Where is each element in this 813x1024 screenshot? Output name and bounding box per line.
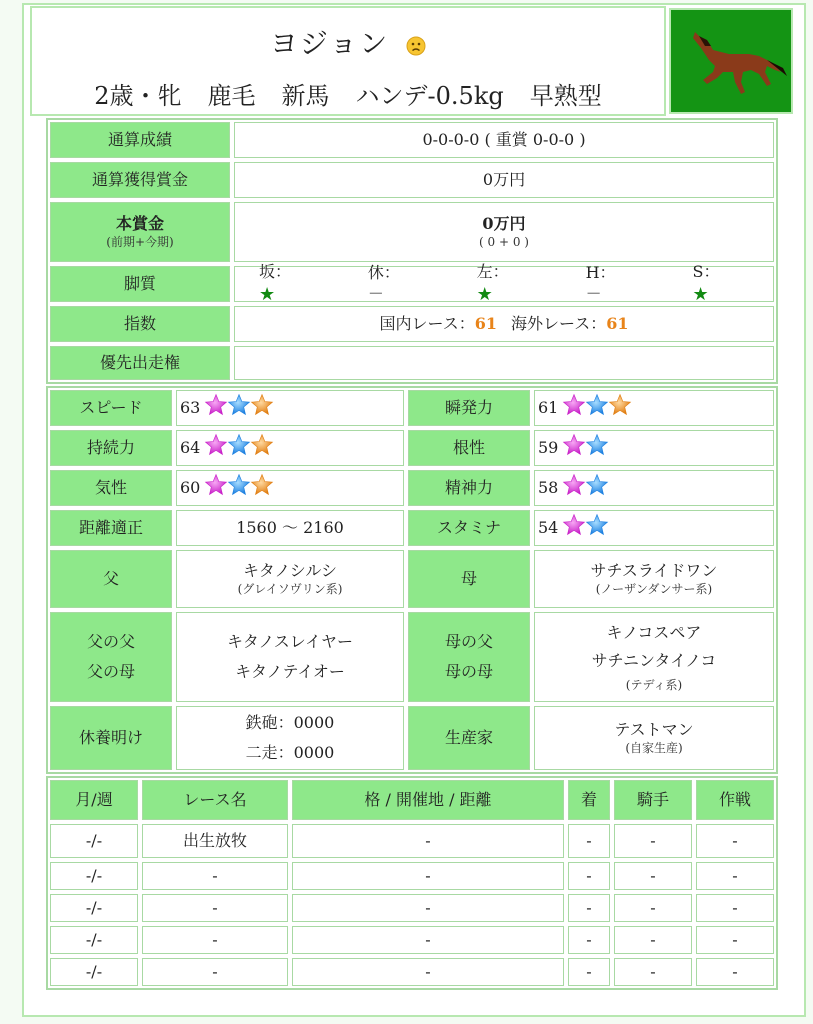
race-cell-jockey: -	[614, 862, 692, 890]
pink-star-icon	[562, 473, 585, 503]
dam-sire-line: (テディ系)	[625, 677, 683, 692]
stat-value: 63	[180, 397, 201, 417]
dam-name: サチスライドワン	[590, 560, 718, 580]
race-cell-race-name: -	[142, 958, 288, 986]
leg-h-mark: －	[585, 284, 602, 303]
stat-value: 58	[538, 477, 559, 497]
race-cell-finish: -	[568, 862, 610, 890]
dam-dam-label: 母の母	[444, 662, 493, 681]
stat-value-cell	[176, 430, 404, 466]
stamina-label: スタミナ	[408, 510, 530, 546]
dam-dam-name: サチニンタイノコ	[591, 650, 717, 670]
race-cell-strategy: -	[696, 926, 774, 954]
horse-info-line	[32, 76, 664, 111]
stat-value: 61	[538, 397, 559, 417]
leg-rest-mark: －	[367, 284, 384, 303]
race-cell-grade-venue-distance: -	[292, 862, 564, 890]
leg-slope-star-icon: ★	[259, 283, 276, 305]
priority-label: 優先出走権	[50, 346, 230, 380]
race-cell-jockey: -	[614, 926, 692, 954]
main-prize-label-cell	[50, 202, 230, 262]
horse-image	[669, 8, 793, 114]
race-cell-jockey: -	[614, 894, 692, 922]
handicap: ハンデ-0.5kg	[355, 82, 504, 110]
race-cell-strategy: -	[696, 894, 774, 922]
race-cell-race-name: -	[142, 862, 288, 890]
leg-rest-label: 休：	[367, 263, 400, 283]
running-horse-icon	[671, 10, 791, 112]
column-header-grade-venue-distance: 格 / 開催地 / 距離	[292, 780, 564, 820]
column-header-race-name: レース名	[142, 780, 288, 820]
dam-sire-label: 母の父	[444, 631, 493, 651]
stat-label: 瞬発力	[408, 390, 530, 426]
main-prize-breakdown: ( 0 + 0 )	[479, 234, 529, 249]
column-header-month-week: 月/週	[50, 780, 138, 820]
index-domestic-label: 国内レース：	[379, 313, 475, 333]
race-cell-race-name: -	[142, 894, 288, 922]
dam-label: 母	[408, 550, 530, 608]
race-cell-strategy: -	[696, 824, 774, 858]
stat-value-cell	[534, 470, 774, 506]
breeder-sub: (自家生産)	[625, 740, 683, 755]
sire-name: キタノシルシ	[243, 560, 337, 580]
pink-star-icon	[562, 393, 585, 423]
race-cell-finish: -	[568, 926, 610, 954]
sire-dam-name: キタノテイオー	[235, 662, 345, 681]
column-header-jockey: 騎手	[614, 780, 692, 820]
horse-name: ヨジョン	[269, 27, 390, 60]
sire-line: (グレイソヴリン系)	[237, 581, 343, 596]
stat-value-cell	[176, 390, 404, 426]
dam-sire-name: キノコスペア	[606, 622, 702, 642]
leg-type-value	[234, 261, 774, 305]
race-cell-race-name: -	[142, 926, 288, 954]
sire-dam-label: 父の母	[86, 662, 135, 681]
race-cell-month-week: -/-	[50, 958, 138, 986]
orange-star-icon	[250, 393, 273, 423]
orange-star-icon	[250, 473, 273, 503]
pink-star-icon	[204, 393, 227, 423]
rest-label: 休養明け	[50, 706, 172, 770]
main-prize-label: 本賞金	[115, 213, 164, 233]
pink-star-icon	[204, 433, 227, 463]
stat-value-cell	[534, 390, 774, 426]
blue-star-icon	[585, 393, 608, 423]
stat-label: 持続力	[50, 430, 172, 466]
breeder-cell	[534, 706, 774, 770]
leg-s-label: S：	[692, 261, 720, 281]
stamina-value: 54	[538, 517, 559, 537]
horse-header	[30, 6, 666, 116]
total-prize-label: 通算獲得賞金	[50, 162, 230, 198]
age-sex: 2歳・牝	[94, 82, 182, 110]
coat-color: 鹿毛	[207, 82, 256, 110]
race-cell-month-week: -/-	[50, 862, 138, 890]
race-cell-finish: -	[568, 894, 610, 922]
race-cell-grade-venue-distance: -	[292, 926, 564, 954]
sire-sire-name: キタノスレイヤー	[227, 631, 353, 651]
horse-name-line	[32, 22, 664, 62]
leg-s-star-icon: ★	[692, 283, 709, 305]
stat-value-cell	[176, 470, 404, 506]
main-prize-value-cell	[234, 202, 774, 262]
sire-parents-cell	[176, 612, 404, 702]
dam-cell	[534, 550, 774, 608]
horse-status: 新馬	[281, 82, 330, 110]
pink-star-icon	[562, 433, 585, 463]
race-cell-jockey: -	[614, 958, 692, 986]
total-prize-value: 0万円	[234, 162, 774, 198]
sire-cell	[176, 550, 404, 608]
blue-star-icon	[227, 473, 250, 503]
main-prize-value: 0万円	[482, 213, 526, 233]
sire-label: 父	[50, 550, 172, 608]
index-overseas-value: 61	[606, 313, 629, 333]
dam-parents-cell	[534, 612, 774, 702]
record-label: 通算成績	[50, 122, 230, 158]
dam-parents-label	[408, 612, 530, 702]
race-cell-jockey: -	[614, 824, 692, 858]
leg-left-star-icon: ★	[476, 283, 493, 305]
pink-star-icon	[204, 473, 227, 503]
race-cell-month-week: -/-	[50, 926, 138, 954]
blue-star-icon	[585, 433, 608, 463]
stat-label: 気性	[50, 470, 172, 506]
orange-star-icon	[608, 393, 631, 423]
stat-label: 根性	[408, 430, 530, 466]
column-header-finish: 着	[568, 780, 610, 820]
sire-sire-label: 父の父	[86, 631, 135, 651]
stat-label: 精神力	[408, 470, 530, 506]
index-value	[234, 306, 774, 342]
blue-star-icon	[227, 393, 250, 423]
stat-label: スピード	[50, 390, 172, 426]
rest-cell	[176, 706, 404, 770]
stat-value: 60	[180, 477, 201, 497]
leg-h-label: H：	[585, 263, 616, 283]
race-cell-finish: -	[568, 958, 610, 986]
stamina-value-cell	[534, 510, 774, 546]
index-overseas-label: 海外レース：	[511, 313, 607, 333]
priority-value	[234, 346, 774, 380]
column-header-strategy: 作戦	[696, 780, 774, 820]
race-cell-grade-venue-distance: -	[292, 894, 564, 922]
record-value: 0-0-0-0 ( 重賞 0-0-0 )	[234, 122, 774, 158]
breeder-label: 生産家	[408, 706, 530, 770]
main-prize-sub: (前期+今期)	[106, 234, 174, 249]
race-cell-grade-venue-distance: -	[292, 958, 564, 986]
breeder-name: テストマン	[614, 719, 694, 739]
race-cell-strategy: -	[696, 862, 774, 890]
index-domestic-value: 61	[474, 313, 497, 333]
race-cell-month-week: -/-	[50, 894, 138, 922]
race-cell-finish: -	[568, 824, 610, 858]
worried-face-icon	[406, 36, 426, 56]
race-cell-grade-venue-distance: -	[292, 824, 564, 858]
stat-value-cell	[534, 430, 774, 466]
blue-star-icon	[585, 513, 608, 543]
sire-parents-label	[50, 612, 172, 702]
race-cell-strategy: -	[696, 958, 774, 986]
growth-type: 早熟型	[529, 82, 602, 110]
blue-star-icon	[227, 433, 250, 463]
leg-type-label: 脚質	[50, 266, 230, 302]
rest-second: 二走：0000	[245, 743, 335, 762]
index-label: 指数	[50, 306, 230, 342]
stat-value: 59	[538, 437, 559, 457]
distance-value: 1560 〜 2160	[176, 510, 404, 546]
rest-iron: 鉄砲：0000	[245, 712, 335, 732]
distance-label: 距離適正	[50, 510, 172, 546]
race-cell-race-name: 出生放牧	[142, 824, 288, 858]
leg-left-label: 左：	[476, 261, 509, 281]
pink-star-icon	[562, 513, 585, 543]
blue-star-icon	[585, 473, 608, 503]
race-cell-month-week: -/-	[50, 824, 138, 858]
orange-star-icon	[250, 433, 273, 463]
dam-line: (ノーザンダンサー系)	[595, 581, 713, 596]
stat-value: 64	[180, 437, 201, 457]
leg-slope-label: 坂：	[259, 261, 292, 281]
